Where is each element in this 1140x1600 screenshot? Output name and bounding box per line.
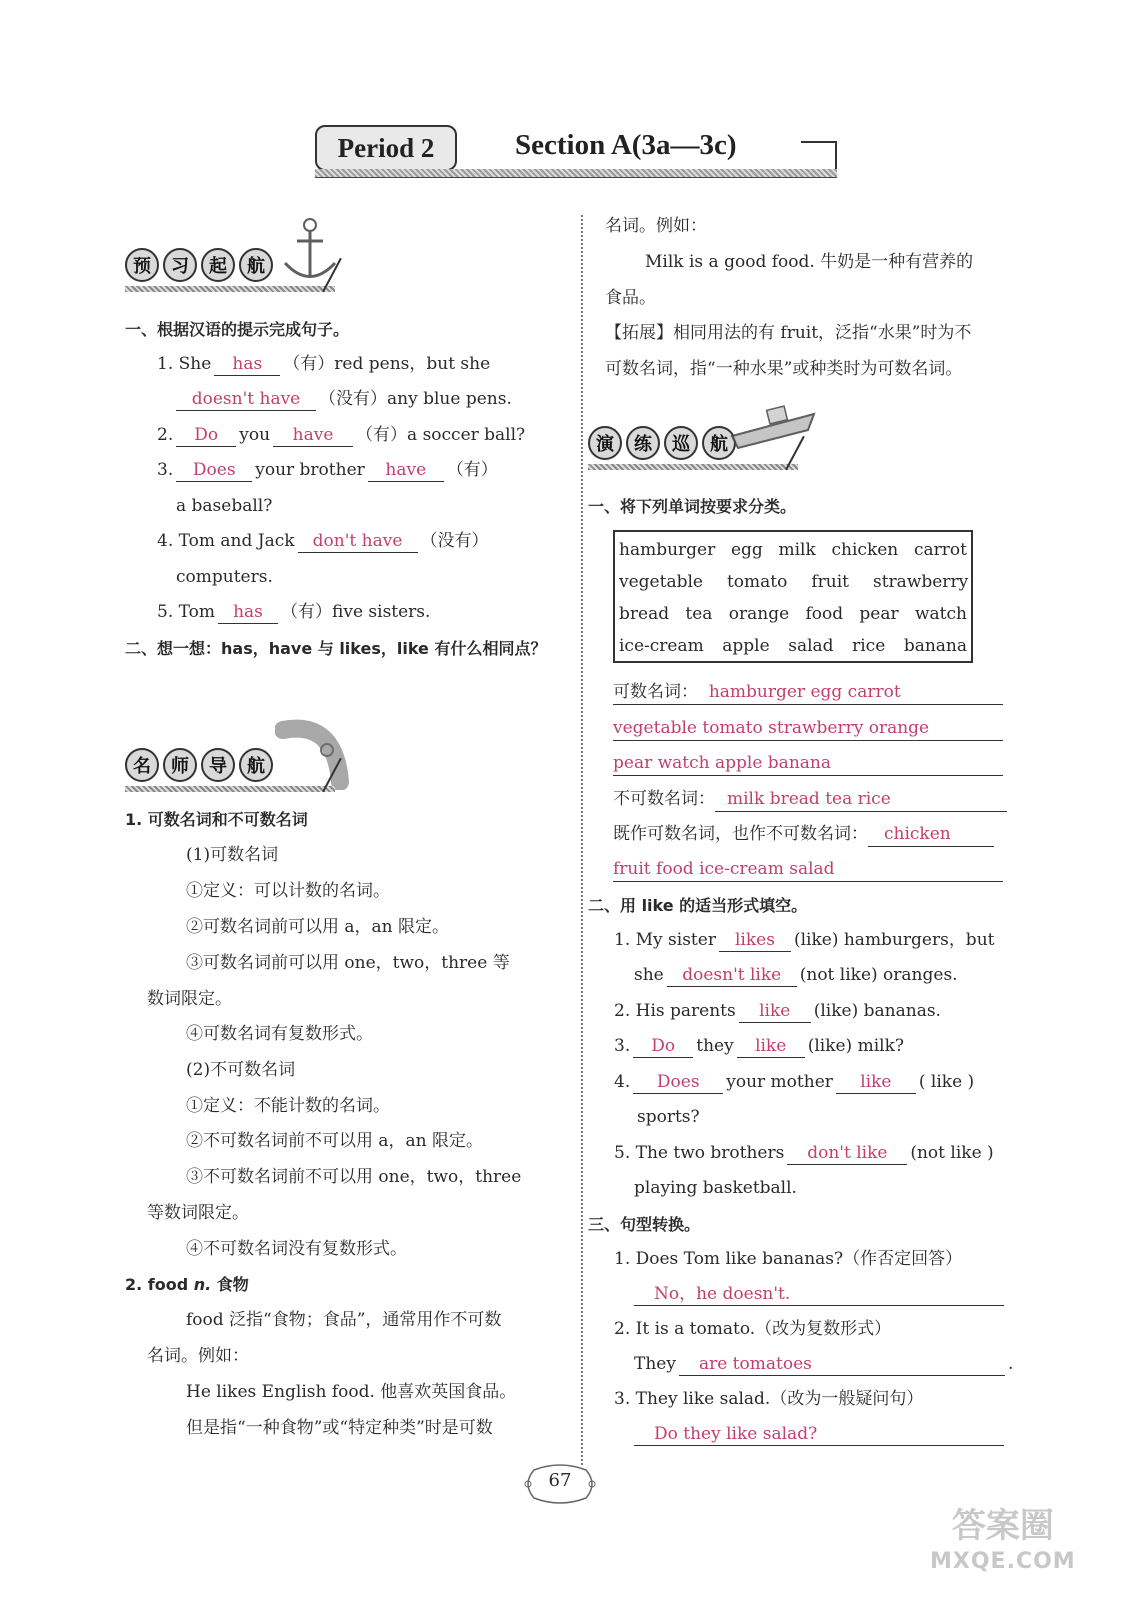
answer-blank[interactable]: doesn't have (176, 388, 316, 411)
word-row: bread tea orange food pear watch (619, 604, 967, 624)
watermark: 答案圈 MXQE.COM (930, 1506, 1076, 1574)
banner-char: 预 (125, 248, 159, 282)
p3-q1: 1. Does Tom like bananas?（作否定回答） (614, 1249, 963, 1269)
header-corner-decoration (801, 141, 837, 171)
countable-line-1[interactable]: 可数名词： hamburger egg carrot (613, 680, 1003, 705)
banner-teacher-guide (125, 740, 355, 800)
q2-title: 二、想一想：has，have 与 likes，like 有什么相同点？ (125, 639, 547, 658)
p2-line5: 4. Does your mother like ( like ) (614, 1072, 975, 1092)
column-divider (581, 215, 583, 1465)
countable-line-3[interactable]: pear watch apple banana (613, 751, 1003, 776)
p3-q2: 2. It is a tomato.（改为复数形式） (614, 1319, 892, 1339)
answer-blank[interactable]: have (273, 424, 353, 447)
note-line: 数词限定。 (147, 989, 232, 1009)
q1-line2: doesn't have （没有）any blue pens. (173, 387, 512, 411)
note-line: ①定义：不能计数的名词。 (186, 1096, 390, 1116)
cont-line: 食品。 (605, 288, 656, 308)
cont-line: 【拓展】相同用法的有 fruit，泛指“水果”时为不 (605, 323, 972, 343)
banner-char: 导 (201, 748, 235, 782)
cont-line: 可数名词，指“一种水果”或种类时为可数名词。 (605, 359, 963, 379)
q1-line7: computers. (176, 567, 273, 587)
note-line: ④可数名词有复数形式。 (186, 1024, 373, 1044)
note-line: ②不可数名词前不可以用 a，an 限定。 (186, 1131, 484, 1151)
word-row: hamburger egg milk chicken carrot (619, 540, 967, 560)
banner-char: 起 (201, 248, 235, 282)
page-header (315, 125, 840, 177)
note-line: ②可数名词前可以用 a，an 限定。 (186, 917, 450, 937)
section-title: Section A(3a—3c) (515, 129, 737, 161)
both-line-1[interactable]: 既作可数名词，也作不可数名词： chicken (613, 822, 1003, 846)
header-bar (315, 169, 837, 178)
answer-blank[interactable]: like (737, 1035, 805, 1058)
word-row: vegetable tomato fruit strawberry (619, 572, 969, 592)
banner-char: 巡 (664, 426, 698, 460)
answer-blank[interactable]: Do (176, 424, 236, 447)
note-line: ③可数名词前可以用 one，two，three 等 (186, 953, 510, 973)
banner-char: 航 (702, 426, 736, 460)
q1-line3: 2. Do you have （有）a soccer ball? (157, 425, 526, 445)
q1-title: 一、根据汉语的提示完成句子。 (125, 320, 350, 339)
p2-line1: 1. My sister likes (like) hamburgers，but (614, 930, 995, 950)
answer-blank[interactable]: don't like (787, 1142, 907, 1165)
uncountable-line[interactable]: 不可数名词： milk bread tea rice (613, 787, 1003, 811)
period-label: Period 2 (315, 125, 457, 171)
answer-blank[interactable]: has (218, 601, 278, 624)
page-number-badge (520, 1462, 600, 1506)
p2-line7: 5. The two brothers don't like (not like ) (614, 1143, 994, 1163)
banner-char: 航 (239, 248, 273, 282)
rainbow-icon (275, 710, 355, 790)
note-line: 但是指“一种食物”或“特定种类”时是可数 (186, 1418, 493, 1438)
answer-blank[interactable]: has (214, 353, 280, 376)
note1-title: 1. 可数名词和不可数名词 (125, 810, 308, 829)
p3-answer-3[interactable]: Do they like salad? (634, 1422, 1004, 1446)
answer-blank[interactable]: Does (633, 1071, 723, 1094)
word-row: ice-cream apple salad rice banana (619, 636, 967, 656)
p1-title: 一、将下列单词按要求分类。 (588, 497, 797, 516)
answer-blank[interactable]: doesn't like (667, 964, 797, 987)
banner-char: 演 (588, 426, 622, 460)
note-line: (2)不可数名词 (186, 1060, 296, 1080)
cont-line: Milk is a good food. 牛奶是一种有营养的 (645, 252, 974, 272)
answer-blank[interactable]: likes (719, 929, 791, 952)
countable-line-2[interactable]: vegetable tomato strawberry orange (613, 716, 1003, 741)
cont-line: 名词。例如： (605, 216, 707, 236)
note-line: 等数词限定。 (147, 1203, 249, 1223)
banner-practice (588, 418, 818, 478)
word-box (613, 530, 973, 663)
answer-blank[interactable]: like (836, 1071, 916, 1094)
note-line: ①定义：可以计数的名词。 (186, 881, 390, 901)
banner-char: 练 (626, 426, 660, 460)
page-number: 67 (548, 1470, 572, 1491)
banner-char: 名 (125, 748, 159, 782)
q1-line5: a baseball? (176, 496, 273, 516)
p2-line3: 2. His parents like (like) bananas. (614, 1001, 941, 1021)
both-line-2[interactable]: fruit food ice-cream salad (613, 857, 1003, 882)
p2-line4: 3. Do they like (like) milk? (614, 1036, 905, 1056)
p3-answer-1[interactable]: No，he doesn't. (634, 1282, 1004, 1306)
p2-line6: sports? (637, 1107, 700, 1127)
p3-line2: They are tomatoes . (634, 1354, 1014, 1374)
anchor-icon (275, 215, 345, 290)
banner-char: 习 (163, 248, 197, 282)
q1-line8: 5. Tom has （有）five sisters. (157, 602, 431, 622)
note-line: ④不可数名词没有复数形式。 (186, 1239, 407, 1259)
q1-line1: 1. She has （有）red pens，but she (157, 354, 491, 374)
answer-blank[interactable]: Does (176, 459, 252, 482)
p2-line8: playing basketball. (634, 1178, 797, 1198)
q1-line6: 4. Tom and Jack don't have （没有） (157, 531, 489, 551)
banner-char: 师 (163, 748, 197, 782)
note2-title: 2. food n. 食物 (125, 1275, 249, 1294)
p3-title: 三、句型转换。 (588, 1215, 701, 1234)
answer-blank[interactable]: have (368, 459, 444, 482)
note-line: ③不可数名词前不可以用 one，two，three (186, 1167, 522, 1187)
answer-blank[interactable]: Do (633, 1035, 693, 1058)
banner-preview (125, 240, 355, 300)
note-line: 名词。例如： (147, 1346, 249, 1366)
answer-blank[interactable]: are tomatoes (679, 1353, 1005, 1376)
answer-blank[interactable]: like (739, 1000, 811, 1023)
note-line: food 泛指“食物；食品”，通常用作不可数 (186, 1310, 502, 1330)
ship-icon (728, 396, 818, 456)
banner-char: 航 (239, 748, 273, 782)
q1-line4: 3. Does your brother have （有） (157, 460, 498, 480)
p3-q3: 3. They like salad.（改为一般疑问句） (614, 1389, 924, 1409)
answer-blank[interactable]: don't have (298, 530, 418, 553)
note-line: (1)可数名词 (186, 845, 279, 865)
note-line: He likes English food. 他喜欢英国食品。 (186, 1382, 517, 1402)
p2-title: 二、用 like 的适当形式填空。 (588, 896, 808, 915)
p2-line2: she doesn't like (not like) oranges. (634, 965, 958, 985)
